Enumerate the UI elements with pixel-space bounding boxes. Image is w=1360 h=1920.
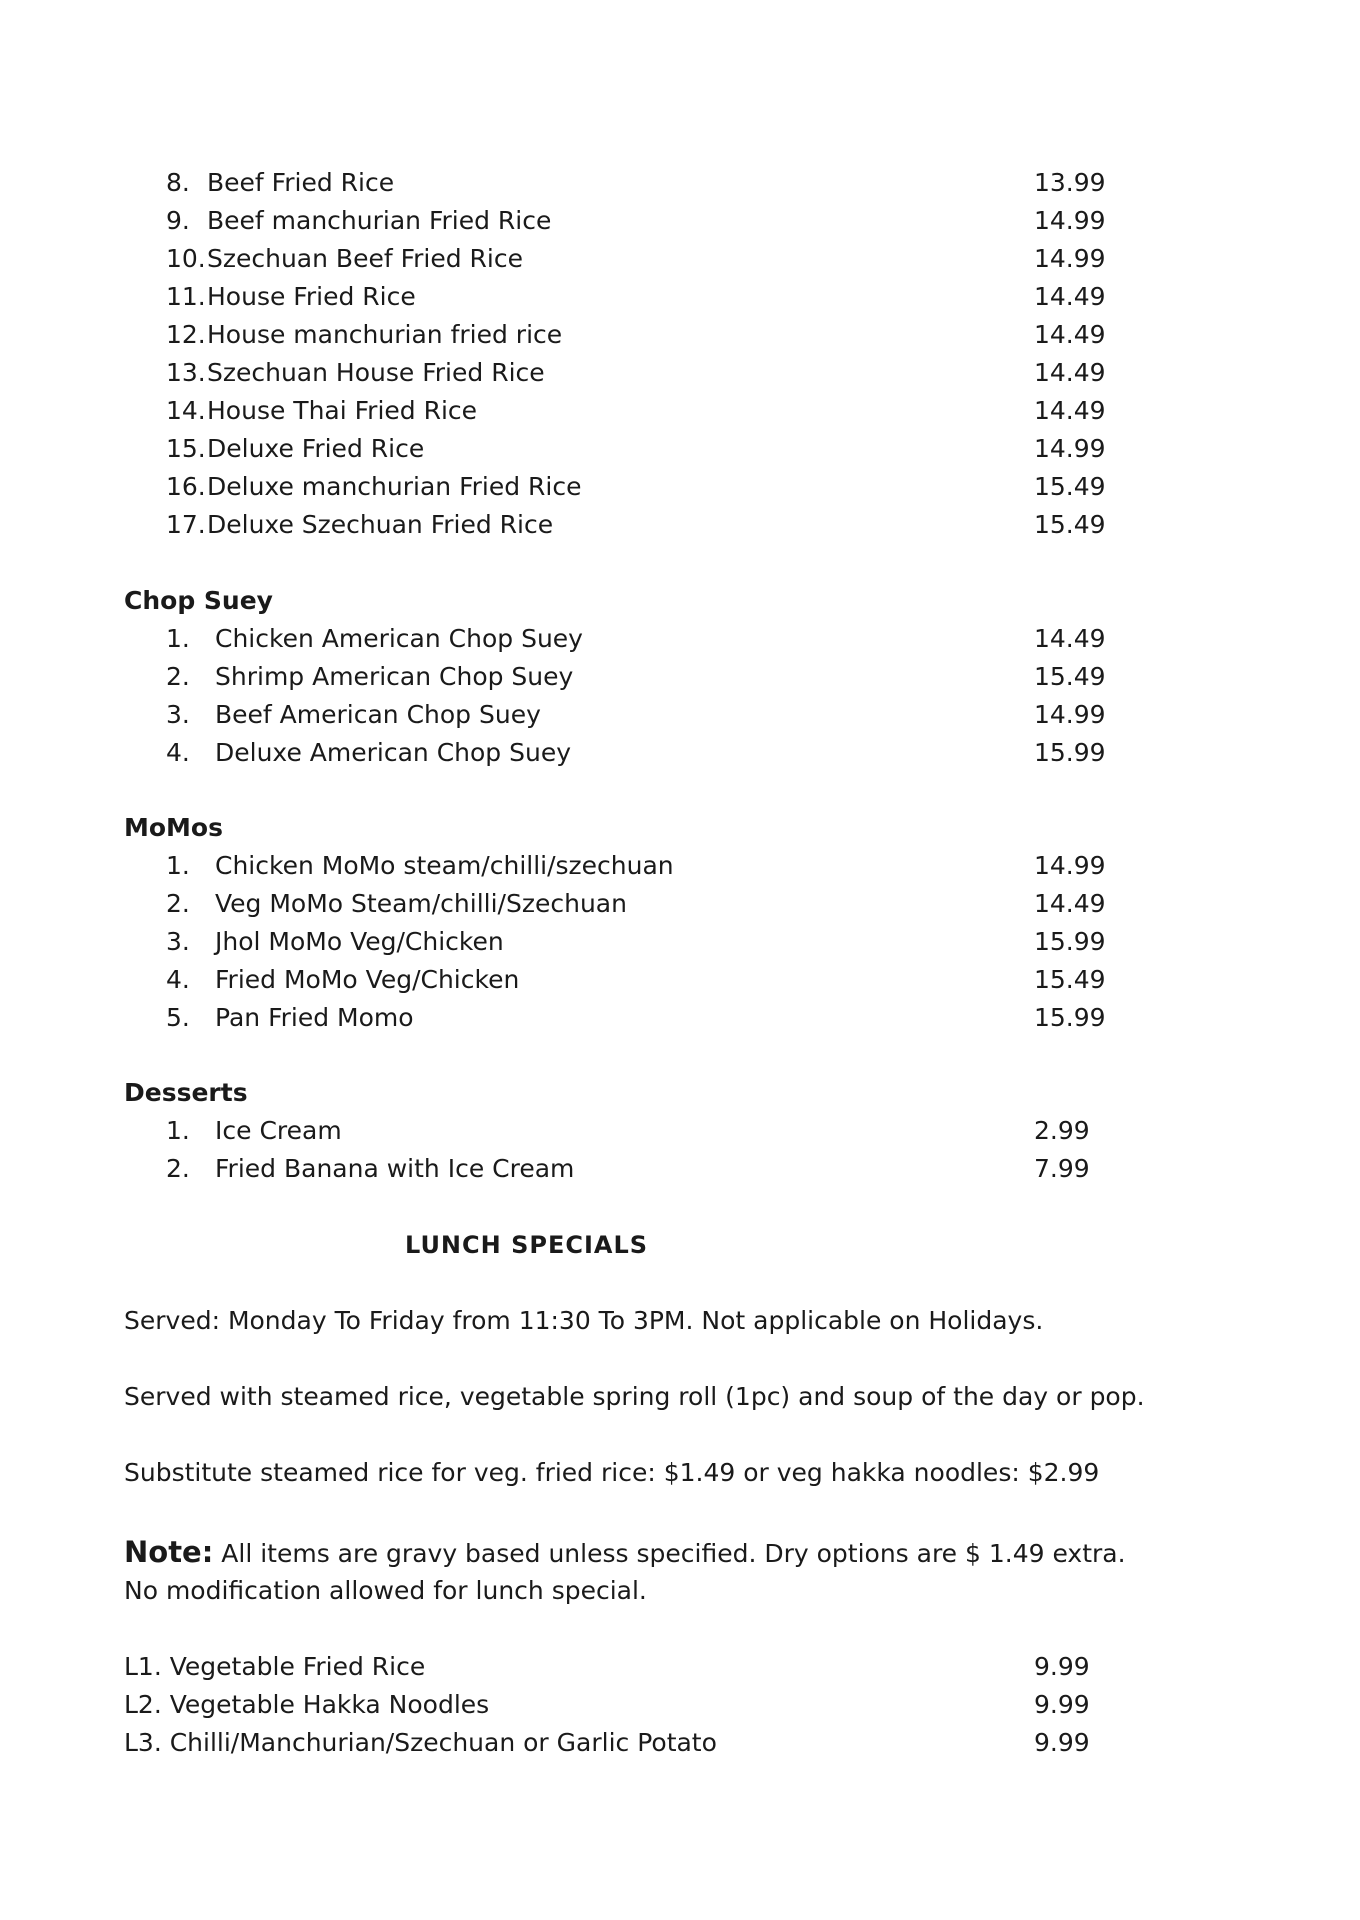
item-name: Deluxe manchurian Fried Rice xyxy=(207,472,582,501)
item-name: House Thai Fried Rice xyxy=(207,396,478,425)
item-number: 2. xyxy=(166,889,190,918)
item-number: 11. xyxy=(166,282,206,311)
item-price: 14.99 xyxy=(1034,851,1106,880)
item-price: 14.49 xyxy=(1034,282,1106,311)
item-name: Fried Banana with Ice Cream xyxy=(215,1154,575,1183)
item-price: 14.49 xyxy=(1034,358,1106,387)
item-name: L2. Vegetable Hakka Noodles xyxy=(124,1690,490,1719)
item-number: 3. xyxy=(166,927,190,956)
item-name: Deluxe Szechuan Fried Rice xyxy=(207,510,554,539)
item-price: 15.99 xyxy=(1034,927,1106,956)
item-price: 9.99 xyxy=(1034,1728,1090,1757)
menu-item xyxy=(0,354,1360,392)
lunch-specials-title: LUNCH SPECIALS xyxy=(405,1231,649,1259)
menu-item xyxy=(0,1150,1360,1188)
item-name: Chicken American Chop Suey xyxy=(215,624,583,653)
item-number: 16. xyxy=(166,472,206,501)
item-name: Pan Fried Momo xyxy=(215,1003,414,1032)
menu-item xyxy=(0,164,1360,202)
item-price: 15.49 xyxy=(1034,510,1106,539)
item-price: 14.49 xyxy=(1034,889,1106,918)
item-name: House Fried Rice xyxy=(207,282,416,311)
note-line-2: No modification allowed for lunch special. xyxy=(124,1576,647,1605)
menu-item xyxy=(0,658,1360,696)
item-number: 3. xyxy=(166,700,190,729)
menu-item xyxy=(0,392,1360,430)
menu-item xyxy=(0,923,1360,961)
item-name: Deluxe Fried Rice xyxy=(207,434,425,463)
item-price: 15.49 xyxy=(1034,472,1106,501)
menu-item xyxy=(0,316,1360,354)
menu-item xyxy=(0,202,1360,240)
item-name: Shrimp American Chop Suey xyxy=(215,662,574,691)
item-price: 2.99 xyxy=(1034,1116,1090,1145)
item-number: 2. xyxy=(166,1154,190,1183)
item-number: 10. xyxy=(166,244,206,273)
menu-item xyxy=(0,468,1360,506)
item-price: 14.49 xyxy=(1034,396,1106,425)
item-price: 14.99 xyxy=(1034,700,1106,729)
section-heading-desserts: Desserts xyxy=(124,1078,248,1107)
item-price: 9.99 xyxy=(1034,1690,1090,1719)
item-price: 9.99 xyxy=(1034,1652,1090,1681)
item-number: 1. xyxy=(166,624,190,653)
substitute-text: Substitute steamed rice for veg. fried rice: $1.49 or veg hakka noodles: $2.99 xyxy=(124,1458,1100,1487)
menu-item xyxy=(0,734,1360,772)
note-line xyxy=(124,1532,1126,1574)
menu-item xyxy=(0,240,1360,278)
item-price: 14.99 xyxy=(1034,206,1106,235)
item-price: 7.99 xyxy=(1034,1154,1090,1183)
item-name: Veg MoMo Steam/chilli/Szechuan xyxy=(215,889,627,918)
item-number: 13. xyxy=(166,358,206,387)
menu-item xyxy=(0,506,1360,544)
menu-item xyxy=(0,885,1360,923)
item-price: 15.99 xyxy=(1034,1003,1106,1032)
item-name: House manchurian fried rice xyxy=(207,320,563,349)
item-number: 9. xyxy=(166,206,190,235)
item-number: 1. xyxy=(166,851,190,880)
item-number: 8. xyxy=(166,168,190,197)
menu-item xyxy=(0,696,1360,734)
served-with-text: Served with steamed rice, vegetable spring roll (1pc) and soup of the day or pop. xyxy=(124,1382,1145,1411)
item-name: Beef manchurian Fried Rice xyxy=(207,206,552,235)
item-name: L1. Vegetable Fried Rice xyxy=(124,1652,426,1681)
item-name: Beef American Chop Suey xyxy=(215,700,541,729)
item-price: 13.99 xyxy=(1034,168,1106,197)
menu-item xyxy=(0,961,1360,999)
item-number: 15. xyxy=(166,434,206,463)
menu-item xyxy=(0,847,1360,885)
section-heading-chop-suey: Chop Suey xyxy=(124,586,273,615)
item-price: 14.99 xyxy=(1034,434,1106,463)
item-name: Szechuan Beef Fried Rice xyxy=(207,244,524,273)
item-price: 15.49 xyxy=(1034,662,1106,691)
item-name: L3. Chilli/Manchurian/Szechuan or Garlic Potato xyxy=(124,1728,717,1757)
item-name: Ice Cream xyxy=(215,1116,342,1145)
item-number: 12. xyxy=(166,320,206,349)
menu-item xyxy=(0,620,1360,658)
menu-item xyxy=(0,999,1360,1037)
item-number: 17. xyxy=(166,510,206,539)
item-number: 5. xyxy=(166,1003,190,1032)
section-heading-momos: MoMos xyxy=(124,813,223,842)
menu-item xyxy=(0,1724,1360,1762)
menu-item xyxy=(0,430,1360,468)
item-price: 15.99 xyxy=(1034,738,1106,767)
item-price: 14.99 xyxy=(1034,244,1106,273)
item-name: Fried MoMo Veg/Chicken xyxy=(215,965,520,994)
menu-item xyxy=(0,278,1360,316)
item-price: 14.49 xyxy=(1034,624,1106,653)
item-name: Szechuan House Fried Rice xyxy=(207,358,545,387)
served-hours-text: Served: Monday To Friday from 11:30 To 3PM. Not applicable on Holidays. xyxy=(124,1306,1044,1335)
item-name: Chicken MoMo steam/chilli/szechuan xyxy=(215,851,674,880)
item-number: 2. xyxy=(166,662,190,691)
item-name: Jhol MoMo Veg/Chicken xyxy=(215,927,504,956)
item-name: Deluxe American Chop Suey xyxy=(215,738,571,767)
note-text: All items are gravy based unless specified. Dry options are $ 1.49 extra. xyxy=(221,1539,1126,1568)
item-number: 14. xyxy=(166,396,206,425)
menu-item xyxy=(0,1686,1360,1724)
note-label: Note: xyxy=(124,1535,214,1569)
menu-item xyxy=(0,1648,1360,1686)
item-number: 4. xyxy=(166,965,190,994)
item-price: 15.49 xyxy=(1034,965,1106,994)
item-number: 4. xyxy=(166,738,190,767)
item-price: 14.49 xyxy=(1034,320,1106,349)
item-name: Beef Fried Rice xyxy=(207,168,395,197)
menu-item xyxy=(0,1112,1360,1150)
item-number: 1. xyxy=(166,1116,190,1145)
